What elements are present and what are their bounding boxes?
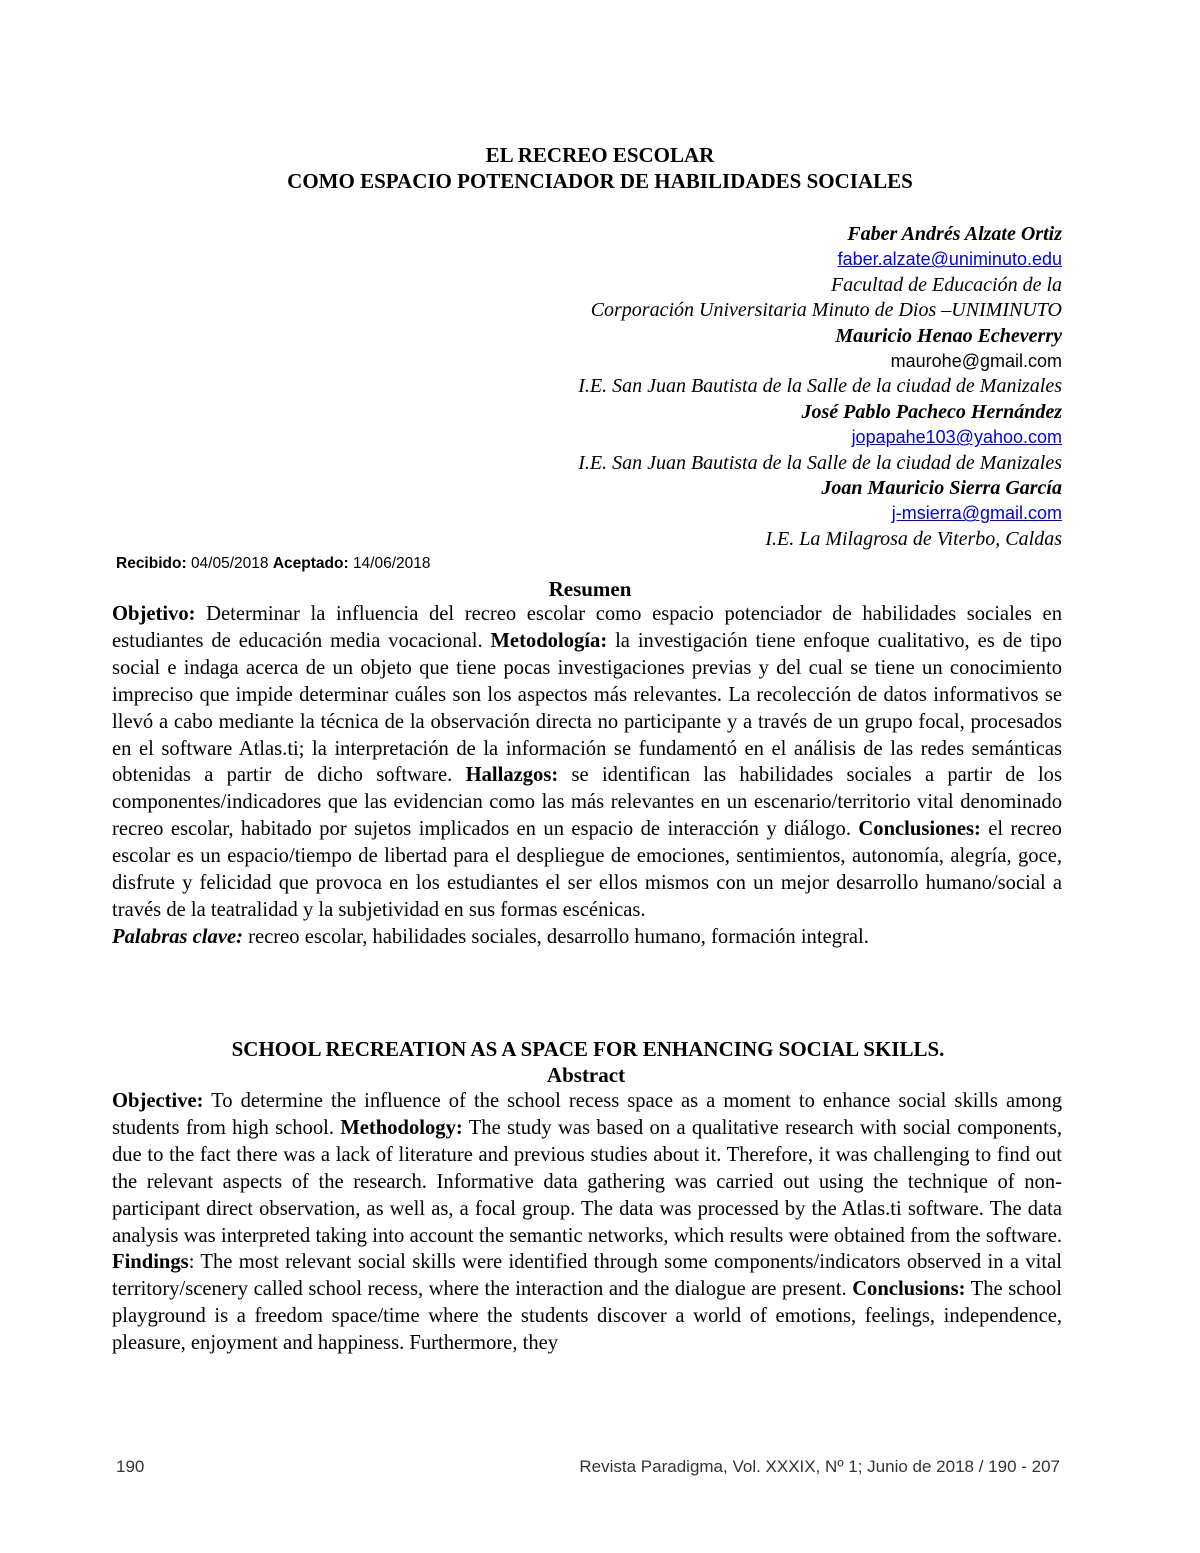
paper-title-line-2: COMO ESPACIO POTENCIADOR DE HABILIDADES SOCIALES [287,169,913,193]
findings-label: Findings [112,1251,189,1274]
metodologia-text: la investigación tiene enfoque cualitativo, es de tipo social e indaga acerca de un objeto que tiene pocas investigaciones previas y del cual se tiene un conocimiento impreciso que impide determinar cuáles son los aspectos más relevantes. La recolección de datos informativos se llevó a cabo mediante la técnica de la observación directa no participante y a través de un grupo focal, procesados en el software Atlas.ti; la interpretación de la información se fundamentó en el análisis de las redes semánticas obtenidas a partir de dicho software. [112,629,1062,787]
findings-text: : The most relevant social skills were identified through some components/indicators observed in a vital territory/scenery called school recess, where the interaction and the dialogue are present. [112,1251,1062,1301]
keywords-label: Palabras clave: [112,925,243,948]
conclusiones-text: el recreo escolar es un espacio/tiempo de libertad para el despliegue de emociones, sentimientos, autonomía, alegría, goce, disfrute y felicidad que provoca en los estudiantes el ser ellos mismos con un mejor desarrollo humano/social a través de la teatralidad y la subjetividad en sus formas escénicas. [112,818,1062,921]
author-email-link[interactable]: faber.alzate@uniminuto.edu [837,249,1062,270]
author-affiliation: I.E. San Juan Bautista de la Salle de la ciudad de Manizales [578,375,1062,398]
paper-title-line-1: EL RECREO ESCOLAR [485,143,715,167]
author-email: maurohe@gmail.com [890,351,1062,372]
page-number: 190 [116,1457,145,1476]
author-affiliation: Facultad de Educación de la [830,273,1062,296]
author-affiliation: I.E. San Juan Bautista de la Salle de la ciudad de Manizales [578,451,1062,474]
hallazgos-label: Hallazgos: [465,764,559,787]
resumen-paragraph [112,601,1062,951]
objective-text: To determine the influence of the school recess space as a moment to enhance social skills among students from high school. [112,1090,1062,1139]
objetivo-text: Determinar la influencia del recreo escolar como espacio potenciador de habilidades sociales en estudiantes de educación media vocacional. [112,603,1062,652]
author-name: José Pablo Pacheco Hernández [801,400,1062,423]
received-date: 04/05/2018 [190,555,269,572]
received-label: Recibido: [116,555,187,572]
author-email-link[interactable]: j-msierra@gmail.com [891,503,1062,524]
journal-citation: Revista Paradigma, Vol. XXXIX, Nº 1; Junio de 2018 / 190 - 207 [579,1457,1060,1476]
submission-dates [116,554,431,574]
author-name: Joan Mauricio Sierra García [821,477,1062,500]
hallazgos-text: se identifican las habilidades sociales a partir de los componentes/indicadores que las evidencian como las más relevantes en un escenario/territorio vital denominado recreo escolar, habitado por sujetos implicados en un espacio de interacción y diálogo. [112,764,1062,841]
keywords-text: recreo escolar, habilidades sociales, desarrollo humano, formación integral. [248,925,869,948]
author-block [302,222,1062,552]
author-affiliation: Corporación Universitaria Minuto de Dios –UNIMINUTO [590,299,1062,322]
methodology-label: Methodology: [340,1116,463,1139]
methodology-text: The study was based on a qualitative research with social components, due to the fact there was a lack of literature and previous studies about it. Therefore, it was challenging to find out the relevant aspects of the research. Informative data gathering was carried out using the technique of non-participant direct observation, as well as, a focal group. The data was processed by the Atlas.ti software. The data analysis was interpreted taking into account the semantic networks, which results were obtained from the software. [112,1116,1062,1247]
resumen-heading: Resumen [548,577,632,601]
abstract-paragraph [112,1088,1062,1357]
author-name: Faber Andrés Alzate Ortiz [847,223,1062,245]
objective-label: Objective: [112,1090,204,1112]
abstract-heading: Abstract [546,1063,626,1087]
author-name: Mauricio Henao Echeverry [835,324,1062,347]
conclusions-label: Conclusions: [852,1278,966,1301]
author-affiliation: I.E. La Milagrosa de Viterbo, Caldas [765,527,1062,550]
objetivo-label: Objetivo: [112,603,196,625]
english-title: SCHOOL RECREATION AS A SPACE FOR ENHANCING SOCIAL SKILLS. [231,1037,945,1061]
accepted-date: 14/06/2018 [352,555,431,572]
accepted-label: Aceptado: [272,555,349,572]
conclusiones-label: Conclusiones: [858,818,981,841]
author-email-link[interactable]: jopapahe103@yahoo.com [851,427,1062,448]
conclusions-text: The school playground is a freedom space/time where the students discover a world of emotions, feelings, independence, pleasure, enjoyment and happiness. Furthermore, they [112,1278,1063,1355]
metodologia-label: Metodología: [490,629,608,652]
